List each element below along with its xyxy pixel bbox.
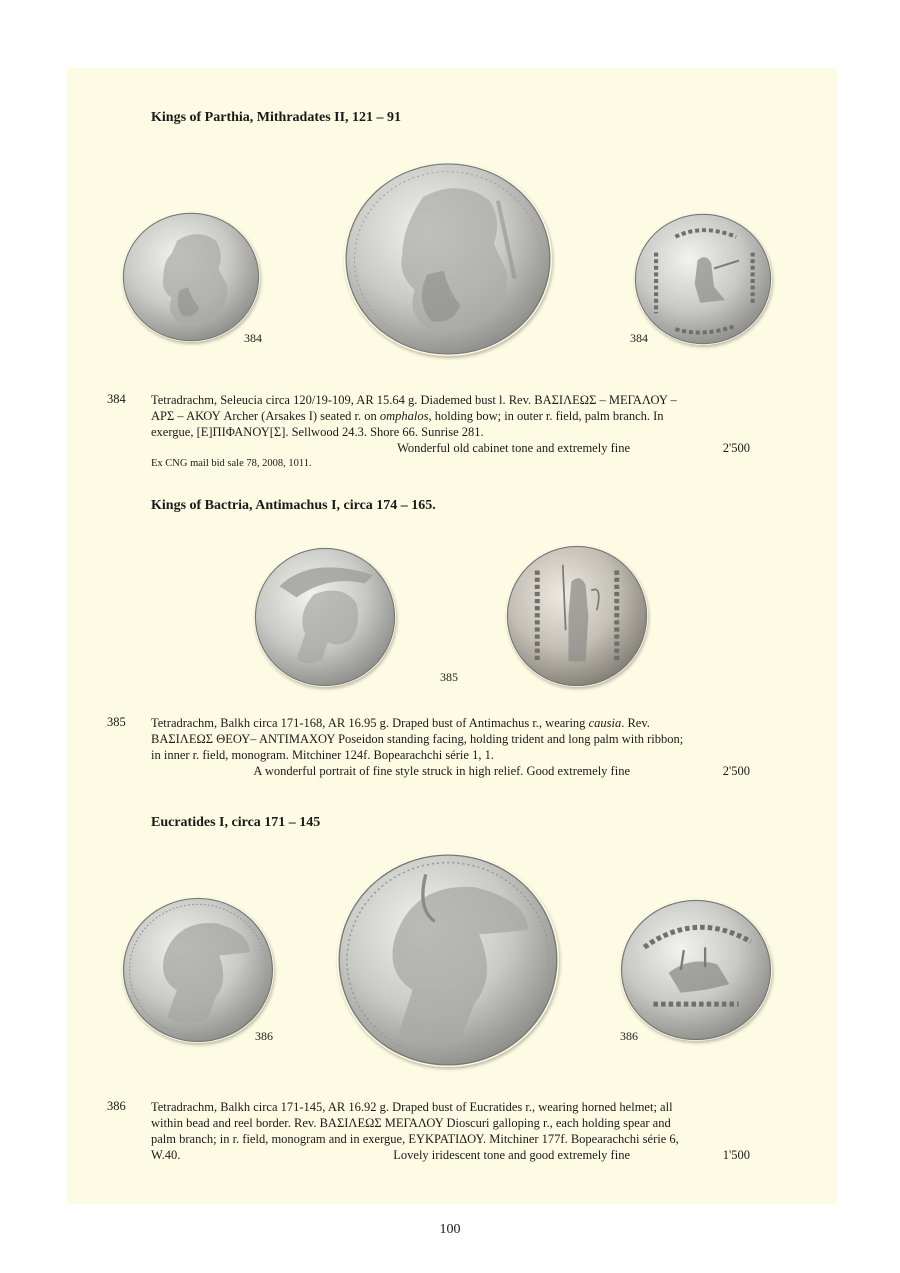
lot-384-line-2: ΑΡΣ – ΑΚΟΥ Archer (Arsakes I) seated r. on omphalos, holding bow; in outer r. field, palm branch. In (151, 409, 664, 423)
lot-386-grade: Lovely iridescent tone and good extremely fine (393, 1148, 630, 1162)
lot-385-line-2: ΒΑΣΙΛΕΩΣ ΘΕΟΥ– ΑΝΤΙΜΑΧΟΥ Poseidon standing facing, holding trident and long palm with ribbon; (151, 732, 684, 746)
coin-384-obverse-small (122, 212, 260, 342)
lot-386-line-3: palm branch; in r. field, monogram and in exergue, ΕΥΚΡΑΤΙΔΟΥ. Mitchiner 177f. Bopearachchi série 6, (151, 1132, 679, 1146)
lot-number-385: 385 (107, 715, 126, 729)
lot-385-price: 2'500 (722, 764, 750, 778)
lot-386-line-2: within bead and reel border. Rev. ΒΑΣΙΛΕΩΣ ΜΕΓΑΛΟΥ Dioscuri galloping r., each holding spear and (151, 1116, 671, 1130)
lot-386-last-row (151, 1147, 750, 1163)
coin-384-reverse (634, 213, 772, 345)
lot-386-price: 1'500 (722, 1148, 750, 1162)
page-number: 100 (439, 1222, 461, 1237)
lot-385-grade-row (151, 763, 750, 779)
lot-description-385 (151, 715, 750, 779)
lot-number-386: 386 (107, 1099, 126, 1113)
coin-385-obverse (254, 547, 396, 687)
lot-386-line-1: Tetradrachm, Balkh circa 171-145, AR 16.92 g. Draped bust of Eucratides r., wearing horned helmet; all (151, 1100, 673, 1114)
lot-386-grade-row (393, 1147, 750, 1163)
coin-386-obverse-small (122, 897, 274, 1043)
coin-386-reverse (620, 899, 772, 1041)
lot-386-line-4: W.40. (151, 1148, 181, 1162)
coin-label-385: 385 (440, 670, 458, 684)
coin-label-384-left: 384 (244, 331, 262, 345)
coin-384-obverse-large (344, 162, 552, 356)
lot-description-386 (151, 1099, 750, 1163)
coin-label-384-right: 384 (630, 331, 648, 345)
coin-386-obverse-large (337, 853, 559, 1067)
lot-384-line-1: Tetradrachm, Seleucia circa 120/19-109, AR 15.64 g. Diademed bust l. Rev. ΒΑΣΙΛΕΩΣ – ΜΕΓΑΛΟΥ – (151, 393, 677, 407)
lot-384-grade: Wonderful old cabinet tone and extremely fine (397, 441, 630, 455)
section-heading-parthia: Kings of Parthia, Mithradates II, 121 – 91 (151, 110, 402, 125)
lot-number-384: 384 (107, 392, 126, 406)
lot-description-384 (151, 392, 750, 456)
lot-384-provenance: Ex CNG mail bid sale 78, 2008, 1011. (151, 458, 312, 469)
lot-385-line-1: Tetradrachm, Balkh circa 171-168, AR 16.95 g. Draped bust of Antimachus r., wearing causia. Rev. (151, 716, 650, 730)
lot-384-price: 2'500 (722, 441, 750, 455)
lot-384-line-3: exergue, [Ε]ΠΙΦΑΝΟΥ[Σ]. Sellwood 24.3. Shore 66. Sunrise 281. (151, 425, 484, 439)
section-heading-bactria: Kings of Bactria, Antimachus I, circa 174 – 165. (151, 498, 436, 513)
lot-384-grade-row (151, 440, 750, 456)
lot-385-line-3: in inner r. field, monogram. Mitchiner 124f. Bopearachchi série 1, 1. (151, 748, 494, 762)
coin-385-reverse (506, 545, 648, 687)
lot-385-grade: A wonderful portrait of fine style struck in high relief. Good extremely fine (253, 764, 630, 778)
coin-label-386-right: 386 (620, 1029, 638, 1043)
section-heading-eucratides: Eucratides I, circa 171 – 145 (151, 815, 321, 830)
coin-label-386-left: 386 (255, 1029, 273, 1043)
